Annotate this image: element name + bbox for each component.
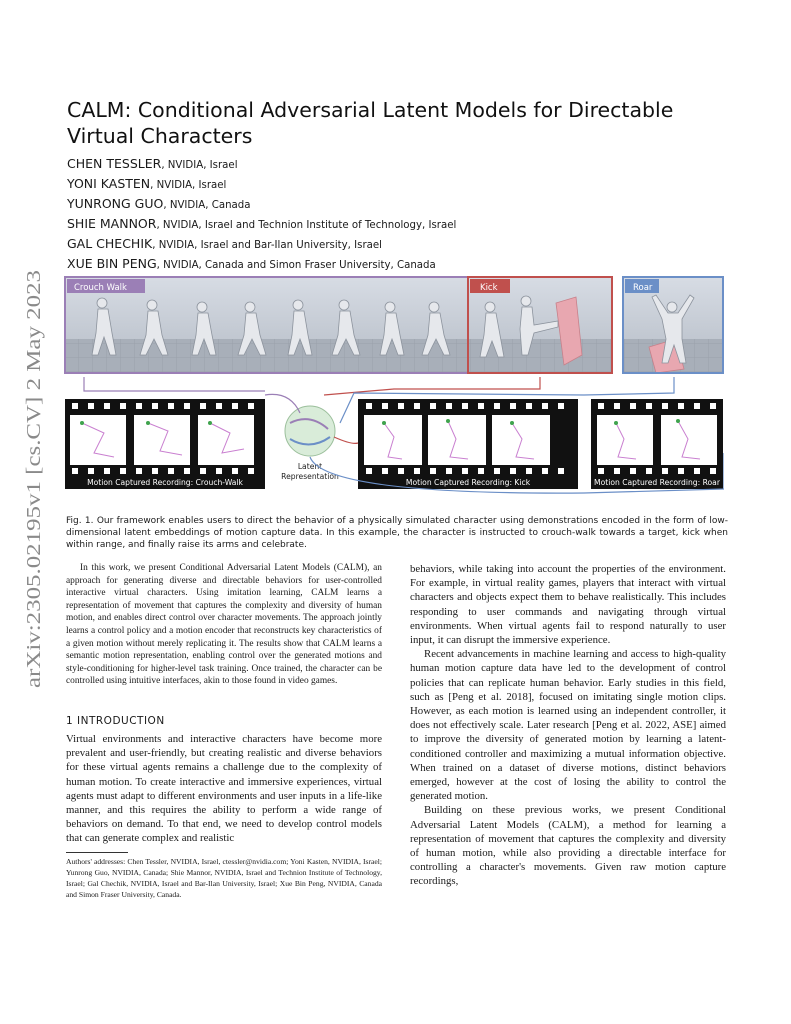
film-strip-kick — [358, 399, 578, 489]
footnote-rule — [66, 852, 128, 853]
figure-1 — [64, 273, 724, 495]
film-strip-crouch-walk — [65, 399, 265, 489]
author-name: XUE BIN PENG — [67, 256, 157, 271]
author-name: CHEN TESSLER — [67, 156, 162, 171]
film-label-roar: Motion Captured Recording: Roar — [594, 478, 720, 487]
author-name: YONI KASTEN — [67, 176, 151, 191]
author-line — [67, 255, 707, 275]
film-label-kick: Motion Captured Recording: Kick — [405, 478, 531, 487]
author-line — [67, 195, 707, 215]
panel-label-kick: Kick — [480, 283, 498, 293]
author-affiliation: , NVIDIA, Canada — [163, 200, 251, 211]
author-list — [67, 155, 707, 275]
section-heading: 1 INTRODUCTION — [66, 715, 165, 727]
intro-paragraph: behaviors, while taking into account the properties of the environment. For example, in virtual reality games, players that interact with virtual characters and objects expect them to behave realistically. This includes responding to user commands and navigating through virtual environments. When virtual agents fail to respond naturally to user input, it can disrupt the immersive experience. — [410, 563, 726, 647]
intro-paragraph: Virtual environments and interactive characters have become more prevalent and user-friendly, but creating realistic and diverse behaviors for these virtual agents remains a challenge due to the complexity of human motion. To create interactive and immersive experiences, virtual agents must adapt to different environments and user inputs in a life-like manner, and this requires the ability to perform a wide range of behaviors on demand. To that end, we need to develop control models that can generate complex and realistic — [66, 733, 382, 845]
intro-paragraph: Recent advancements in machine learning and access to high-quality human motion capture data have led to the development of control policies that can replicate human behavior. Early studies in this field, such as [Peng et al. 2018], focused on imitating single motion clips. However, as each motion is learned using an independent controller, it does not effectively scale. Later research [Peng et al. 2022, ASE] aimed to improve the diversity of generated motion by learning a latent-conditioned controller and maximizing a mutual information objective. When trained on a dataset of diverse motions, distinct behaviors emerged, however at the cost of losing the ability to control the generated motion. — [410, 648, 726, 803]
film-label-crouch-walk: Motion Captured Recording: Crouch-Walk — [87, 478, 243, 487]
panel-label-crouch-walk: Crouch Walk — [74, 283, 127, 293]
latent-label-line2: Representation — [281, 472, 339, 481]
intro-right-column — [410, 562, 726, 889]
author-name: GAL CHECHIK — [67, 236, 153, 251]
intro-left-column — [66, 732, 382, 846]
panel-label-roar: Roar — [633, 283, 653, 293]
author-footnote: Authors' addresses: Chen Tessler, NVIDIA, Israel, ctessler@nvidia.com; Yoni Kasten, NVIDIA, Israel; Yunrong Guo, NVIDIA, Canada; Shie Mannor, NVIDIA, Israel and Technion Institute of Technology, Israel; Gal Chechik, NVIDIA, Israel and Bar-Ilan University, Israel; Xue Bin Peng, NVIDIA, Canada and Simon Fraser University, Canada. — [66, 857, 382, 899]
intro-paragraph: Building on these previous works, we present Conditional Adversarial Latent Models (CALM), a method for learning a representation of movement that captures the complexity and diversity of human motion, while also providing a directable interface for controlling a character's movements. Given raw motion capture recordings, — [410, 804, 726, 888]
author-line — [67, 155, 707, 175]
author-line — [67, 175, 707, 195]
abstract-text: In this work, we present Conditional Adversarial Latent Models (CALM), an approach for generating diverse and directable behaviors for user-controlled interactive virtual characters. Using imitation learning, CALM learns a representation of movement that captures the complexity and diversity of human motion, and enables direct control over character movements. The approach jointly learns a control policy and a motion encoder that reconstructs key characteristics of a given motion without merely replicating it. The results show that CALM learns a semantic motion representation, enabling control over the generated motions and style-conditioning for higher-level task training. Once trained, the character can be controlled using intuitive interfaces, akin to those found in video games. — [66, 563, 382, 687]
latent-label-line1: Latent — [297, 462, 323, 471]
author-line — [67, 235, 707, 255]
author-affiliation: , NVIDIA, Canada and Simon Fraser University, Canada — [156, 260, 436, 271]
author-name: SHIE MANNOR — [67, 216, 157, 231]
author-affiliation: , NVIDIA, Israel and Technion Institute of Technology, Israel — [156, 220, 457, 231]
paper-title: CALM: Conditional Adversarial Latent Models for Directable Virtual Characters — [67, 98, 674, 148]
author-name: YUNRONG GUO — [67, 196, 164, 211]
latent-representation — [281, 406, 339, 481]
abstract — [66, 562, 382, 688]
arxiv-stamp — [16, 270, 46, 690]
author-line — [67, 215, 707, 235]
author-affiliation: , NVIDIA, Israel — [161, 160, 238, 171]
author-affiliation: , NVIDIA, Israel and Bar-Ilan University, Israel — [152, 240, 382, 251]
author-affiliation: , NVIDIA, Israel — [150, 180, 227, 191]
arxiv-stamp-text: arXiv:2305.02195v1 [cs.CV] 2 May 2023 — [23, 344, 45, 688]
film-strip-roar — [591, 399, 723, 489]
figure-caption: Fig. 1. Our framework enables users to direct the behavior of a physically simulated character using demonstrations encoded in the form of low-dimensional latent embeddings of motion capture data. In this example, the character is instructed to crouch-walk towards a target, kick when within range, and finally raise its arms and celebrate. — [66, 516, 728, 550]
panel-crouch-walk — [65, 277, 468, 373]
